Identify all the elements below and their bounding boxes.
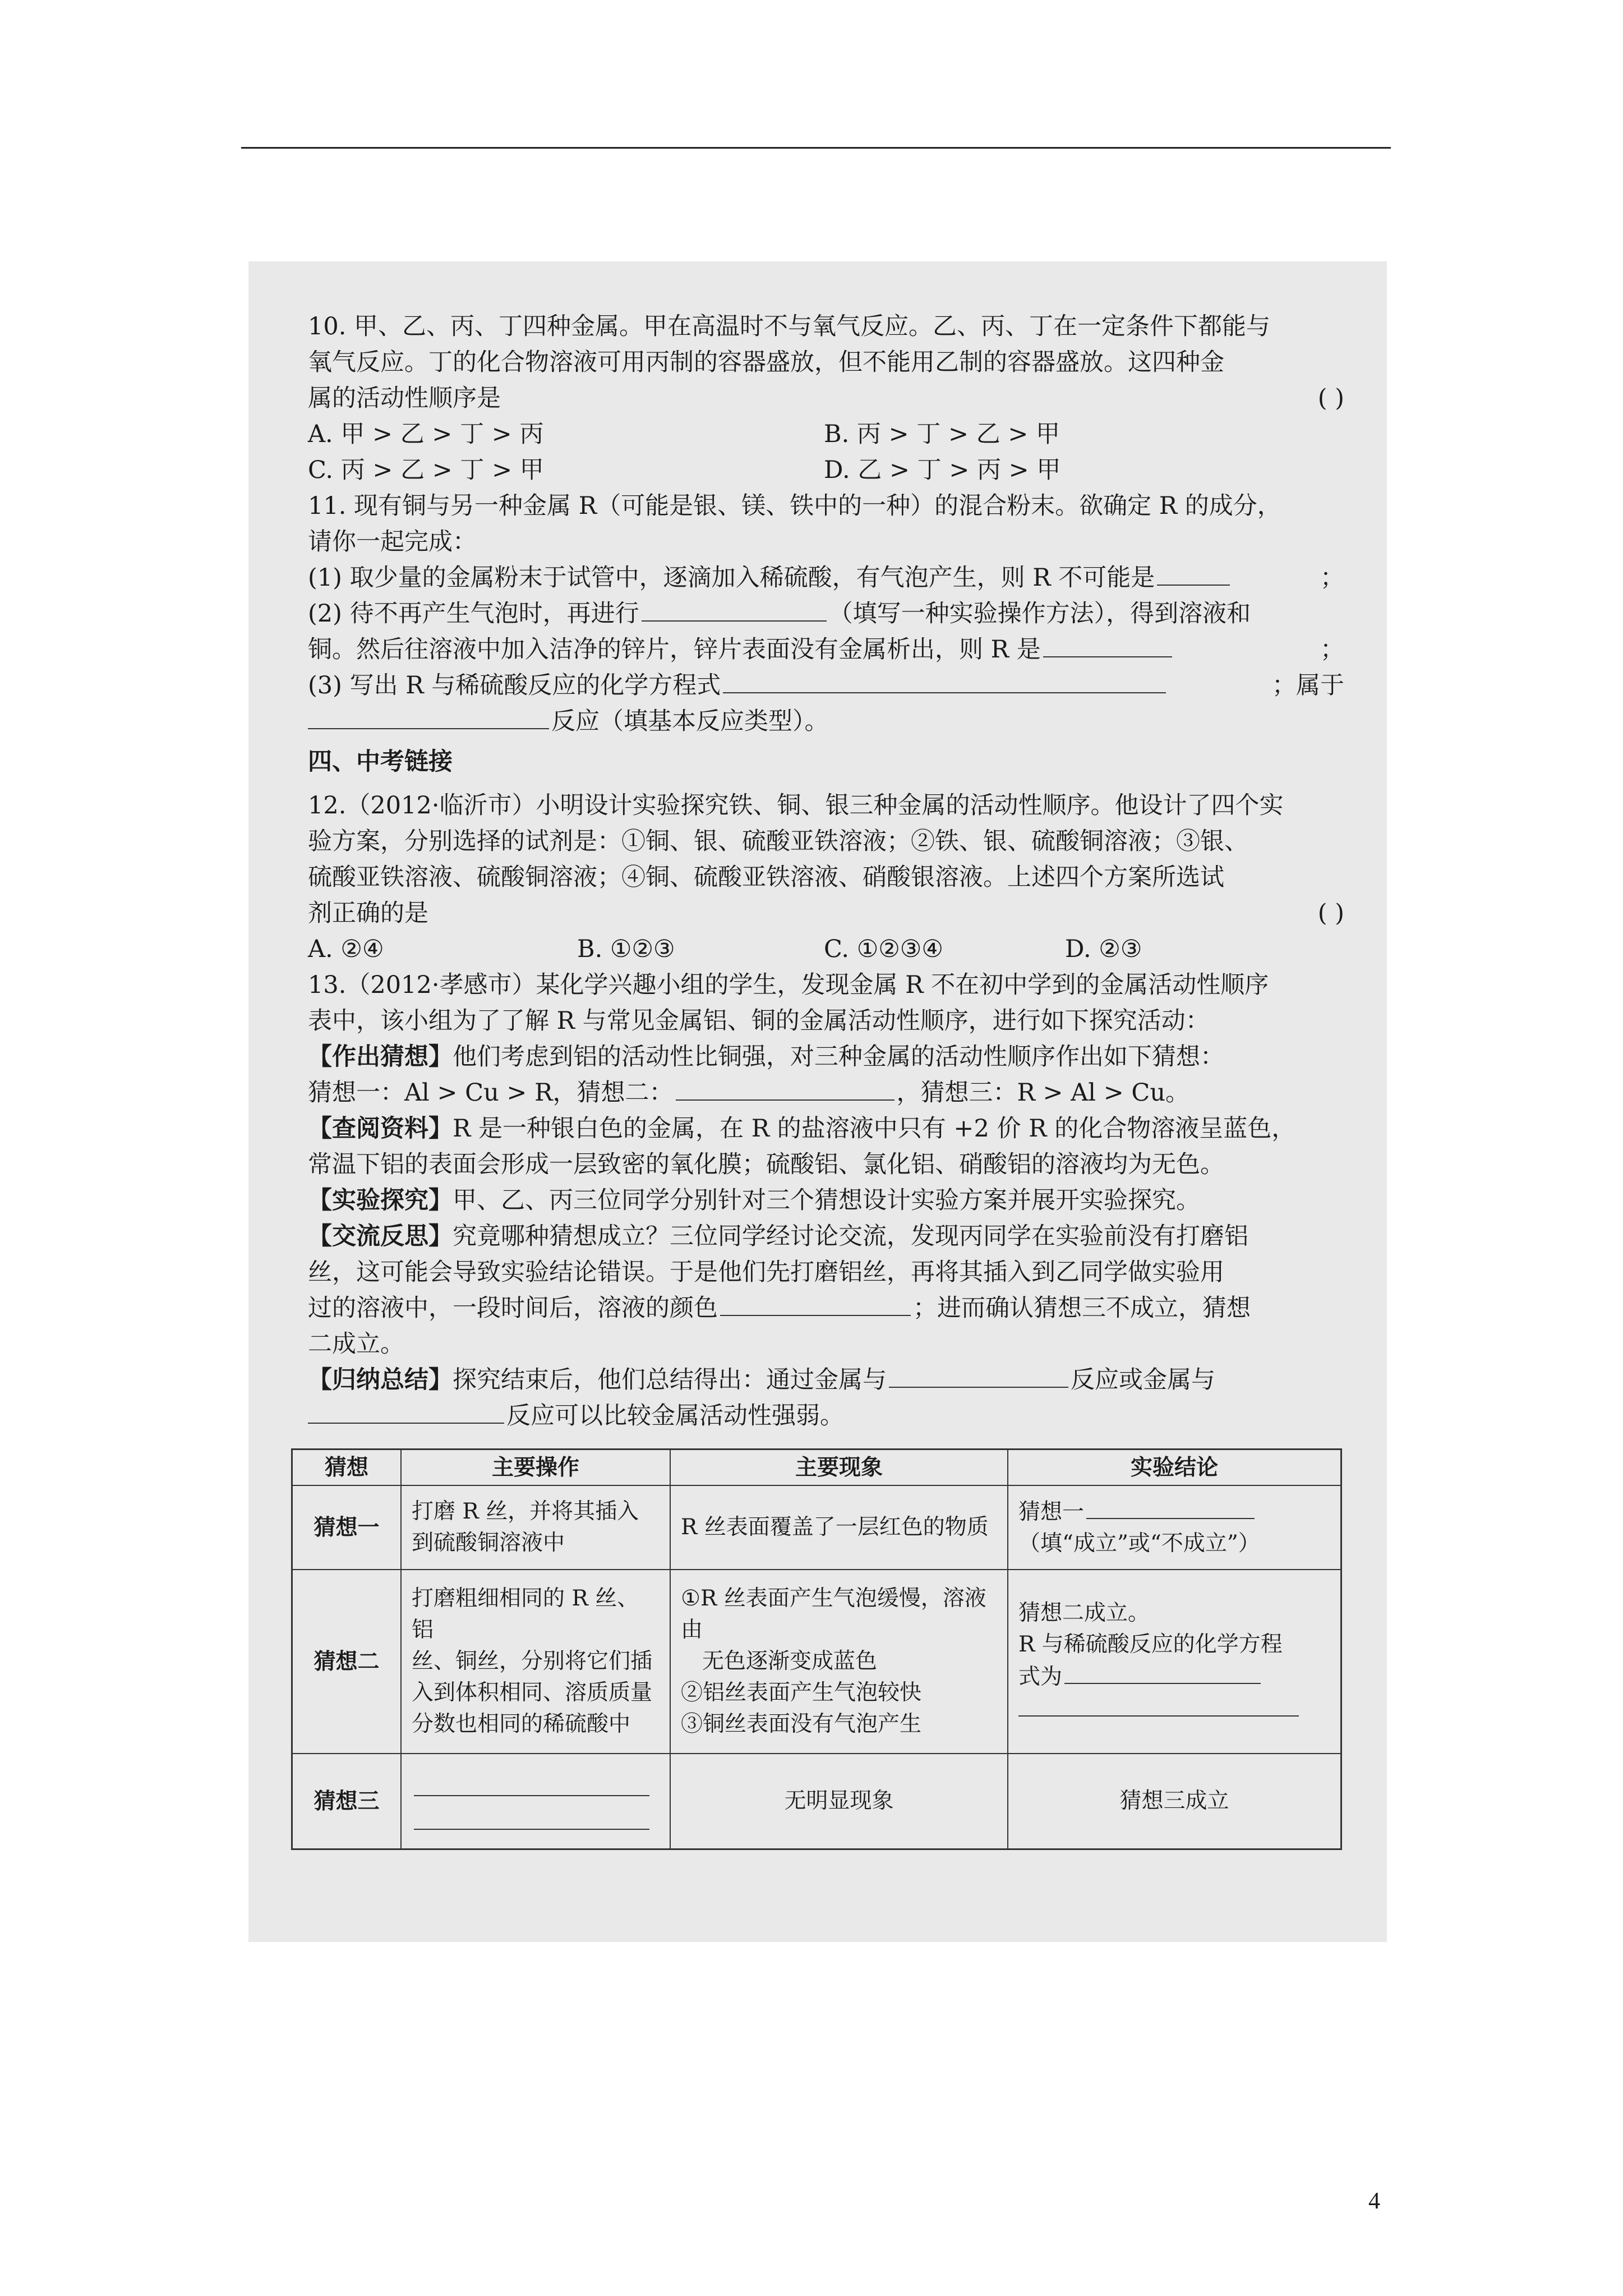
answer-blank[interactable] <box>889 1364 1068 1388</box>
cell-line: ①R 丝表面产生气泡缓慢，溶液由 <box>681 1586 986 1642</box>
table-cell: 猜想一 <box>293 1486 402 1569</box>
cell-line: 猜想二成立。 <box>1018 1600 1150 1626</box>
answer-blank[interactable] <box>308 1400 504 1424</box>
q13-summary <box>308 1362 1344 1398</box>
answer-blank[interactable] <box>1043 634 1172 657</box>
q11-line-1: 11. 现有铜与另一种金属 R（可能是银、镁、铁中的一种）的混合粉末。欲确定 R 的成分， <box>308 492 1281 520</box>
scanned-worksheet <box>248 261 1387 1942</box>
cell-text: 式为 <box>1018 1664 1063 1690</box>
cell-line: ③铜丝表面没有气泡产生 <box>681 1711 922 1737</box>
q13-hypothesis-one-two: 猜想一：Al > Cu > R，猜想二： <box>308 1079 674 1107</box>
table-cell <box>402 1754 671 1848</box>
q10-option-a: A. 甲 > 乙 > 丁 > 丙 <box>308 420 544 448</box>
q12-line-3: 硫酸亚铁溶液、硫酸铜溶液；④铜、硫酸亚铁溶液、硝酸银溶液。上述四个方案所选试 <box>308 863 1224 891</box>
q12-line-4 <box>308 895 1344 931</box>
table-cell: 猜想二 <box>293 1570 402 1753</box>
table-header-row <box>293 1450 1340 1486</box>
table-cell <box>402 1486 671 1569</box>
table-cell: 无明显现象 <box>671 1754 1008 1848</box>
q11-part-3-text: (3) 写出 R 与稀硫酸反应的化学方程式 <box>308 671 721 700</box>
q12-options <box>308 931 1344 967</box>
experiment-table <box>291 1448 1342 1850</box>
q13-summary-cont <box>308 1398 1344 1434</box>
cell-line: 到硫酸铜溶液中 <box>412 1530 565 1556</box>
cell-line: 打磨 R 丝，并将其插入 <box>412 1499 639 1524</box>
cell-line: R 与稀硫酸反应的化学方程 <box>1018 1632 1283 1657</box>
q11-part-3-end: ；属于 <box>1272 671 1344 700</box>
section-heading: 四、中考链接 <box>308 748 453 776</box>
q13-hypothesis-three: ，猜想三：R > Al > Cu。 <box>896 1079 1190 1107</box>
q11-part-2-cont-text: 铜。然后往溶液中加入洁净的锌片，锌片表面没有金属析出，则 R 是 <box>308 636 1041 664</box>
cell-line: ②铝丝表面产生气泡较快 <box>681 1680 922 1705</box>
q11-part-3-cont-text: 反应（填基本反应类型）。 <box>551 707 829 735</box>
answer-blank[interactable] <box>642 598 827 622</box>
page-number: 4 <box>1368 2188 1380 2214</box>
cell-line: 入到体积相同、溶质质量 <box>412 1680 653 1705</box>
answer-blank[interactable] <box>1018 1693 1299 1717</box>
q10-option-c: C. 丙 > 乙 > 丁 > 甲 <box>308 456 544 484</box>
q13-info-text: R 是一种银白色的金属，在 R 的盐溶液中只有 +2 价 R 的化合物溶液呈蓝色， <box>453 1115 1296 1143</box>
q11-line-2: 请你一起完成： <box>308 528 477 556</box>
table-cell: 猜想三 <box>293 1754 402 1848</box>
table-cell <box>1008 1486 1340 1569</box>
q10-line-3 <box>308 380 1344 416</box>
q11-part-3 <box>308 668 1344 703</box>
q10-line-1: 10. 甲、乙、丙、丁四种金属。甲在高温时不与氧气反应。乙、丙、丁在一定条件下都能与 <box>308 312 1271 341</box>
table-row <box>293 1486 1340 1570</box>
q12-line-1: 12.（2012·临沂市）小明设计实验探究铁、铜、银三种金属的活动性顺序。他设计了四个实 <box>308 792 1284 820</box>
table-row <box>293 1754 1340 1848</box>
q13-reflection-cont-2-end: ；进而确认猜想三不成立，猜想 <box>913 1294 1251 1322</box>
answer-blank[interactable] <box>720 1292 911 1316</box>
q13-tag-experiment: 【实验探究】 <box>308 1186 453 1214</box>
q12-line-2: 验方案，分别选择的试剂是：①铜、银、硫酸亚铁溶液；②铁、银、硫酸铜溶液；③银、 <box>308 827 1248 855</box>
q11-part-2 <box>308 596 1344 632</box>
q12-option-a: A. ②④ <box>308 935 384 963</box>
answer-blank[interactable] <box>676 1077 895 1101</box>
q13-tag-info: 【查阅资料】 <box>308 1115 453 1143</box>
q12-option-c: C. ①②③④ <box>824 935 943 963</box>
q10-options-row-1 <box>308 416 1344 452</box>
q10-stem-end: 属的活动性顺序是 <box>308 384 501 412</box>
answer-blank[interactable] <box>1086 1496 1255 1519</box>
answer-blank[interactable] <box>414 1773 649 1796</box>
q13-reflection <box>308 1218 1344 1254</box>
q13-tag-hypothesis: 【作出猜想】 <box>308 1043 453 1071</box>
q13-line-1: 13.（2012·孝感市）某化学兴趣小组的学生，发现金属 R 不在初中学到的金属活动性顺序 <box>308 971 1269 999</box>
table-header: 主要操作 <box>402 1450 671 1485</box>
q13-reflection-cont-2-text: 过的溶液中，一段时间后，溶液的颜色 <box>308 1294 718 1322</box>
cell-line: （填“成立”或“不成立”） <box>1018 1531 1260 1556</box>
answer-blank[interactable] <box>723 670 1166 693</box>
q13-tag-summary: 【归纳总结】 <box>308 1366 453 1394</box>
q13-line-2: 表中，该小组为了了解 R 与常见金属铝、铜的金属活动性顺序，进行如下探究活动： <box>308 1007 1210 1035</box>
cell-line: R 丝表面覆盖了一层红色的物质 <box>681 1515 989 1540</box>
q13-tag-reflection: 【交流反思】 <box>308 1222 453 1250</box>
q10-line-2: 氧气反应。丁的化合物溶液可用丙制的容器盛放，但不能用乙制的容器盛放。这四种金 <box>308 348 1224 376</box>
table-cell <box>1008 1570 1340 1753</box>
q11-part-2-text: (2) 待不再产生气泡时，再进行 <box>308 600 639 628</box>
table-cell: 猜想三成立 <box>1119 1788 1229 1814</box>
table-header: 主要现象 <box>671 1450 1008 1485</box>
cell-line <box>1018 1496 1330 1528</box>
q13-hypothesis-text: 他们考虑到铝的活动性比铜强，对三种金属的活动性顺序作出如下猜想： <box>453 1043 1224 1071</box>
q13-info-cont: 常温下铝的表面会形成一层致密的氧化膜；硫酸铝、氯化铝、硝酸铝的溶液均为无色。 <box>308 1151 1224 1179</box>
answer-blank[interactable] <box>414 1806 649 1830</box>
cell-line <box>1018 1660 1330 1693</box>
q11-part-3-cont <box>308 703 1344 739</box>
q11-part-2-text-end: （填写一种实验操作方法），得到溶液和 <box>828 600 1251 628</box>
q13-experiment-text: 甲、乙、丙三位同学分别针对三个猜想设计实验方案并展开实验探究。 <box>453 1186 1200 1214</box>
q10-option-b: B. 丙 > 丁 > 乙 > 甲 <box>824 420 1061 448</box>
answer-blank[interactable] <box>308 706 549 729</box>
table-cell <box>402 1570 671 1753</box>
q12-option-b: B. ①②③ <box>577 935 675 963</box>
q13-summary-mid: 反应或金属与 <box>1071 1366 1215 1394</box>
q10-option-d: D. 乙 > 丁 > 丙 > 甲 <box>824 456 1061 484</box>
header-rule <box>241 147 1391 149</box>
q13-reflection-cont-2 <box>308 1290 1344 1326</box>
cell-line <box>1018 1693 1330 1726</box>
q10-answer-paren: ( ) <box>1317 384 1344 412</box>
table-row <box>293 1570 1340 1754</box>
cell-text: 猜想一 <box>1018 1499 1085 1525</box>
cell-line: 无色逐渐变成蓝色 <box>702 1649 878 1674</box>
q11-part-1-text: (1) 取少量的金属粉末于试管中，逐滴加入稀硫酸，有气泡产生，则 R 不可能是 <box>308 564 1155 592</box>
q13-reflection-text: 究竟哪种猜想成立？三位同学经讨论交流，发现丙同学在实验前没有打磨铝 <box>453 1222 1248 1250</box>
cell-line: 打磨粗细相同的 R 丝、铝 <box>412 1586 639 1642</box>
table-header: 猜想 <box>293 1450 402 1485</box>
cell-line: 丝、铜丝，分别将它们插 <box>412 1649 653 1674</box>
q12-answer-paren: ( ) <box>1317 899 1344 927</box>
q12-stem-end: 剂正确的是 <box>308 899 428 927</box>
q13-hypotheses-list <box>308 1075 1344 1111</box>
q13-info <box>308 1111 1344 1147</box>
q11-part-2-cont <box>308 632 1344 668</box>
q11-part-2-cont-end: ； <box>1320 636 1344 664</box>
q13-reflection-cont-1: 丝，这可能会导致实验结论错误。于是他们先打磨铝丝，再将其插入到乙同学做实验用 <box>308 1258 1224 1286</box>
q13-summary-end: 反应可以比较金属活动性强弱。 <box>506 1402 844 1430</box>
q13-reflection-cont-3: 二成立。 <box>308 1330 404 1358</box>
q13-summary-text: 探究结束后，他们总结得出：通过金属与 <box>453 1366 887 1394</box>
q13-experiment <box>308 1182 1344 1218</box>
q11-part-1-end: ； <box>1320 564 1344 592</box>
q11-part-1 <box>308 560 1344 596</box>
q10-options-row-2 <box>308 452 1344 488</box>
table-cell <box>671 1570 1008 1753</box>
table-cell <box>671 1486 1008 1569</box>
table-header: 实验结论 <box>1130 1455 1218 1480</box>
q12-option-d: D. ②③ <box>1065 935 1142 963</box>
answer-blank[interactable] <box>1064 1660 1261 1684</box>
answer-blank[interactable] <box>1157 562 1230 586</box>
q13-hypothesis <box>308 1039 1344 1075</box>
cell-line: 分数也相同的稀硫酸中 <box>412 1711 631 1737</box>
